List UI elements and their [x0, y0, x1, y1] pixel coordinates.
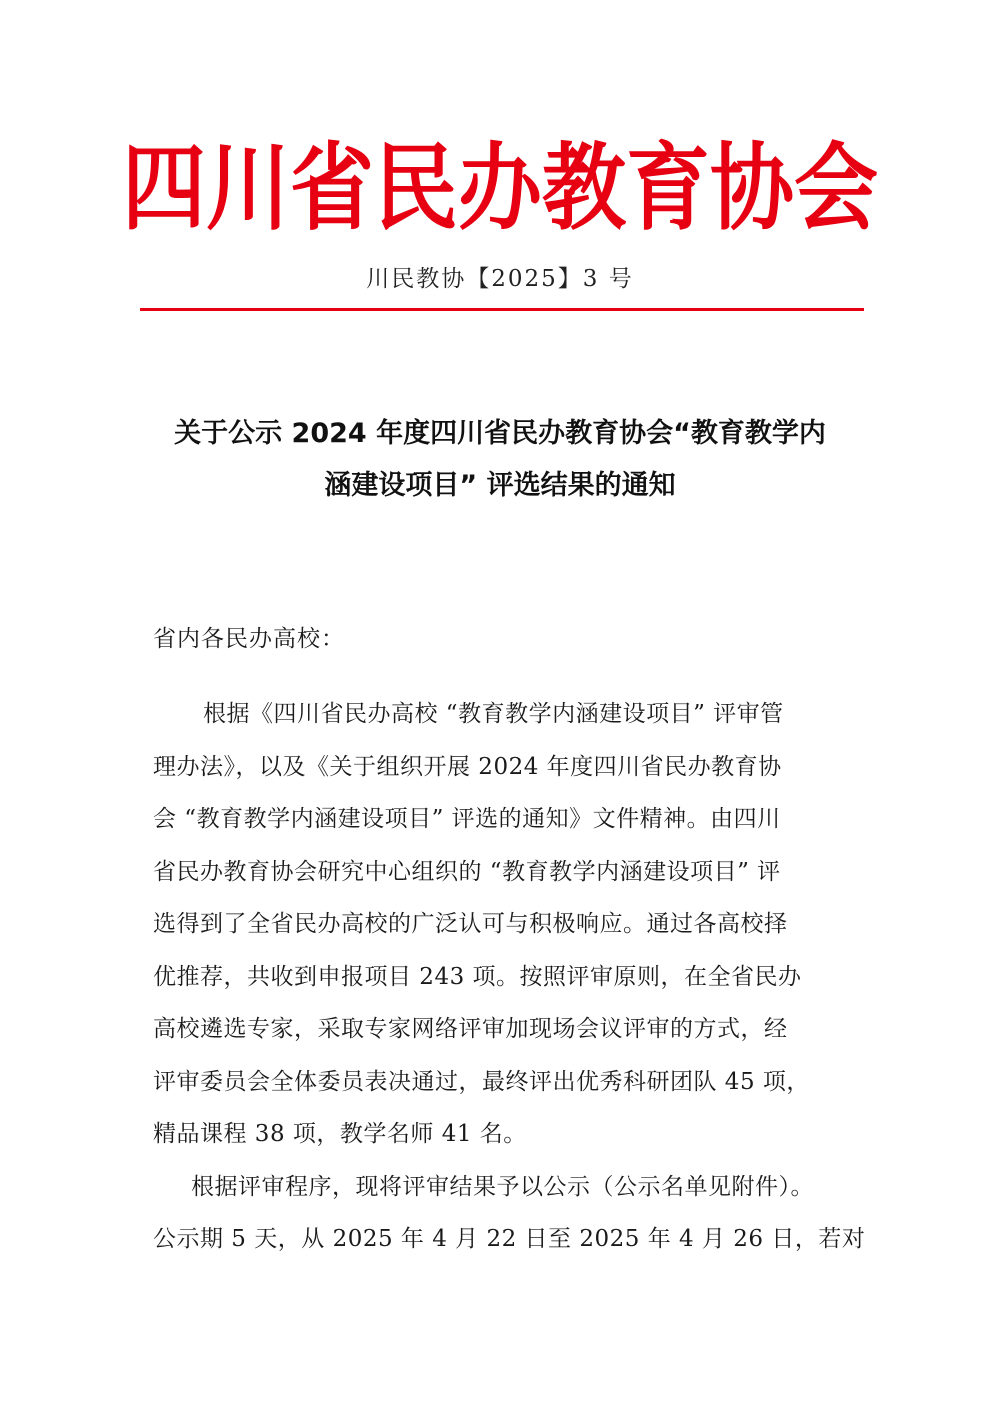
- notice-title-line-2: 涵建设项目” 评选结果的通知: [324, 470, 676, 501]
- body-line: 根据评审程序，现将评审结果予以公示（公示名单见附件）。: [191, 1173, 814, 1200]
- body-line: 会 “教育教学内涵建设项目” 评选的通知》文件精神。由四川: [153, 806, 781, 832]
- body-line: 根据《四川省民办高校 “教育教学内涵建设项目” 评审管: [203, 701, 784, 727]
- document-number: 川民教协【2025】3 号: [366, 266, 634, 292]
- body-text: [153, 694, 866, 1272]
- body-line: 公示期 5 天，从 2025 年 4 月 22 日至 2025 年 4 月 26 日，若对: [153, 1226, 866, 1252]
- body-line: 精品课程 38 项，教学名师 41 名。: [153, 1121, 527, 1147]
- notice-title: [110, 408, 890, 512]
- salutation: 省内各民办高校：: [153, 626, 345, 652]
- body-line: 评审委员会全体委员表决通过，最终评出优秀科研团队 45 项，: [153, 1068, 810, 1095]
- notice-title-line-1: 关于公示 2024 年度四川省民办教育协会“教育教学内: [174, 418, 826, 449]
- body-line: 理办法》，以及《关于组织开展 2024 年度四川省民办教育协: [153, 753, 782, 780]
- red-divider-line: [140, 308, 864, 311]
- body-line: 高校遴选专家，采取专家网络评审加现场会议评审的方式，经: [153, 1016, 788, 1042]
- organization-masthead: 四川省民办教育协会: [121, 133, 878, 243]
- body-line: 省民办教育协会研究中心组织的 “教育教学内涵建设项目” 评: [153, 858, 781, 885]
- body-line: 选得到了全省民办高校的广泛认可与积极响应。通过各高校择: [153, 911, 788, 937]
- body-line: 优推荐，共收到申报项目 243 项。按照评审原则，在全省民办: [153, 963, 802, 990]
